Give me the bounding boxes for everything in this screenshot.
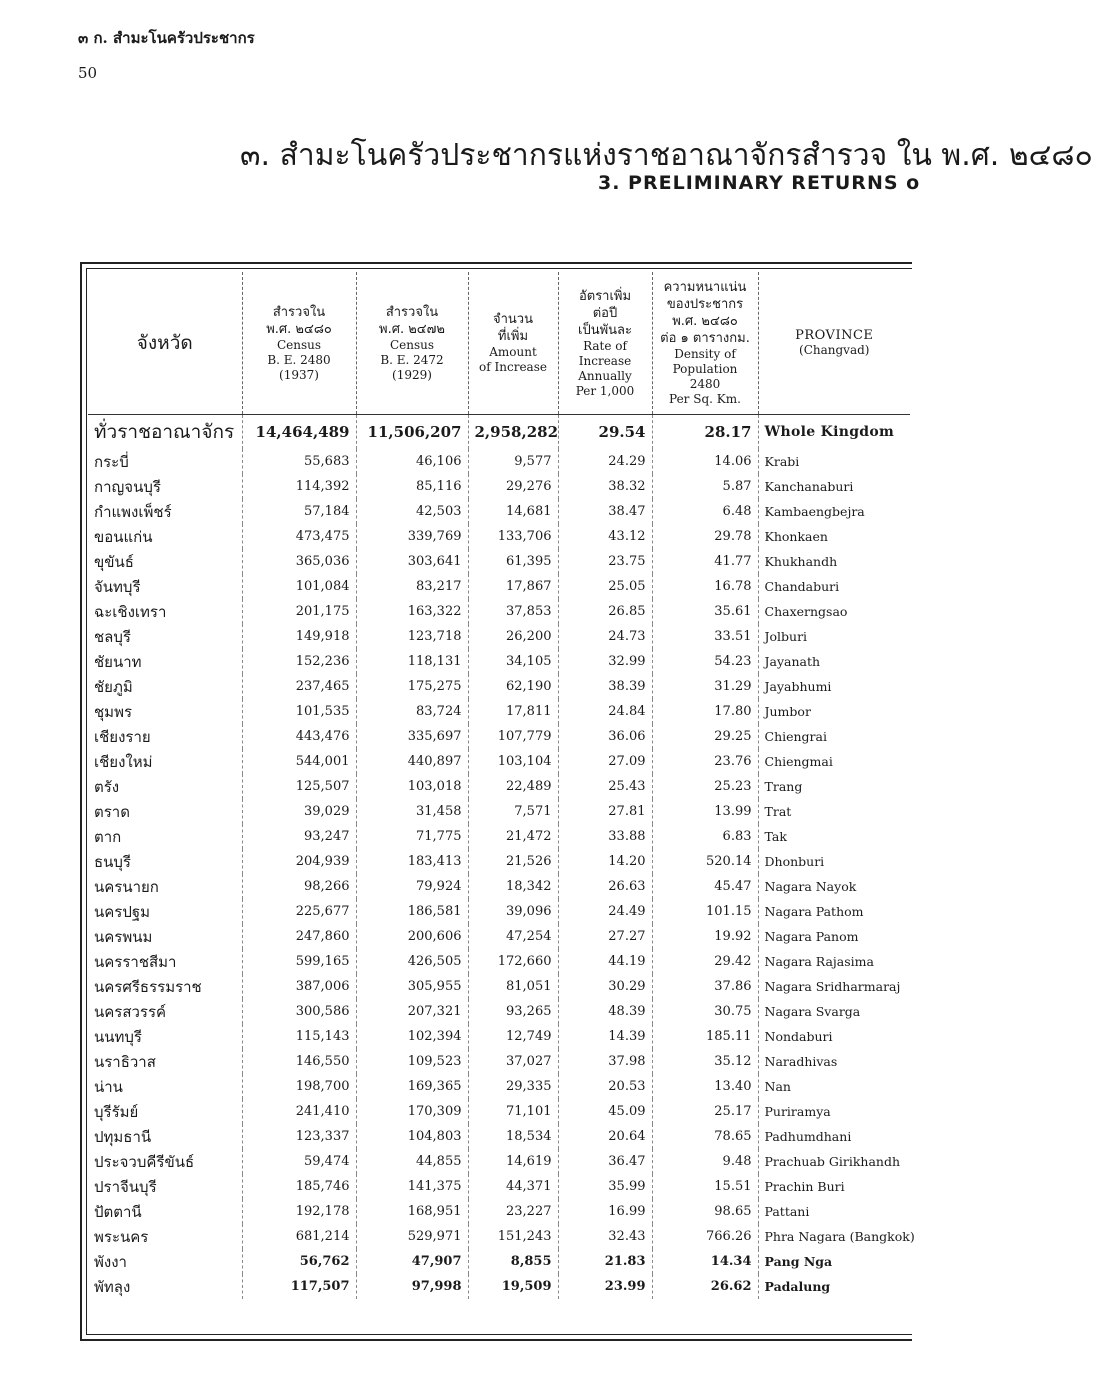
table-row (88, 924, 910, 949)
province-english-cell: Prachuab Girikhandh (758, 1149, 910, 1174)
rate-cell: 32.99 (558, 649, 652, 674)
rate-cell: 14.20 (558, 849, 652, 874)
census-2480-cell: 114,392 (242, 474, 356, 499)
density-cell: 25.23 (652, 774, 758, 799)
table-row (88, 1224, 910, 1249)
census-table (88, 272, 915, 1299)
density-cell: 14.06 (652, 449, 758, 474)
census-2480-cell: 14,464,489 (242, 415, 356, 450)
density-cell: 13.99 (652, 799, 758, 824)
rate-cell: 45.09 (558, 1099, 652, 1124)
province-english-cell: Pattani (758, 1199, 910, 1224)
census-2480-cell: 152,236 (242, 649, 356, 674)
rate-cell: 16.99 (558, 1199, 652, 1224)
province-english-cell: Chiengrai (758, 724, 910, 749)
table-row (88, 1174, 910, 1199)
increase-cell: 103,104 (468, 749, 558, 774)
census-2480-cell: 225,677 (242, 899, 356, 924)
census-2480-cell: 443,476 (242, 724, 356, 749)
rate-cell: 24.73 (558, 624, 652, 649)
province-thai-cell: ขุขันธ์ (94, 552, 134, 571)
census-2472-cell: 104,803 (356, 1124, 468, 1149)
census-2480-cell: 300,586 (242, 999, 356, 1024)
rate-cell: 25.43 (558, 774, 652, 799)
rate-cell: 36.47 (558, 1149, 652, 1174)
province-english-cell: Nagara Sridharmaraj (758, 974, 910, 999)
table-row (88, 1124, 910, 1149)
density-cell: 35.12 (652, 1049, 758, 1074)
province-thai-cell: ธนบุรี (94, 852, 131, 871)
province-thai-cell: ขอนแก่น (94, 527, 153, 546)
rate-cell: 20.53 (558, 1074, 652, 1099)
table-row (88, 1274, 910, 1299)
density-cell: 15.51 (652, 1174, 758, 1199)
census-2472-cell: 335,697 (356, 724, 468, 749)
province-thai-cell: กระบี่ (94, 452, 129, 471)
rate-cell: 26.85 (558, 599, 652, 624)
census-2480-cell: 57,184 (242, 499, 356, 524)
province-thai-cell: ชัยภูมิ (94, 677, 133, 696)
province-thai-cell: ตาก (94, 827, 122, 846)
census-2472-cell: 85,116 (356, 474, 468, 499)
rate-cell: 36.06 (558, 724, 652, 749)
census-2480-cell: 98,266 (242, 874, 356, 899)
census-2480-cell: 599,165 (242, 949, 356, 974)
province-thai-cell: นครนายก (94, 877, 159, 896)
census-2480-cell: 365,036 (242, 549, 356, 574)
increase-cell: 44,371 (468, 1174, 558, 1199)
rate-cell: 33.88 (558, 824, 652, 849)
census-2480-cell: 237,465 (242, 674, 356, 699)
province-thai-cell: ประจวบคีรีขันธ์ (94, 1152, 195, 1171)
rate-cell: 43.12 (558, 524, 652, 549)
increase-cell: 151,243 (468, 1224, 558, 1249)
census-2472-cell: 529,971 (356, 1224, 468, 1249)
census-2480-cell: 387,006 (242, 974, 356, 999)
table-row (88, 1149, 910, 1174)
density-cell: 29.25 (652, 724, 758, 749)
census-2472-cell: 186,581 (356, 899, 468, 924)
census-2480-cell: 59,474 (242, 1149, 356, 1174)
density-cell: 14.34 (652, 1249, 758, 1274)
province-english-cell: Nagara Nayok (758, 874, 910, 899)
density-cell: 766.26 (652, 1224, 758, 1249)
density-cell: 101.15 (652, 899, 758, 924)
table-body (88, 415, 915, 1300)
province-english-cell: Dhonburi (758, 849, 910, 874)
province-english-cell: Jolburi (758, 624, 910, 649)
census-table-frame (80, 262, 915, 1341)
province-english-cell: Jayanath (758, 649, 910, 674)
census-2480-cell: 123,337 (242, 1124, 356, 1149)
table-row (88, 774, 910, 799)
density-cell: 29.42 (652, 949, 758, 974)
province-thai-cell: เชียงใหม่ (94, 752, 153, 771)
table-row (88, 1249, 910, 1274)
table-row (88, 449, 910, 474)
table-row (88, 624, 910, 649)
province-english-cell: Jumbor (758, 699, 910, 724)
table-row (88, 799, 910, 824)
rate-cell: 23.75 (558, 549, 652, 574)
province-thai-cell: นราธิวาส (94, 1052, 156, 1071)
increase-cell: 2,958,282 (468, 415, 558, 450)
density-cell: 41.77 (652, 549, 758, 574)
density-cell: 78.65 (652, 1124, 758, 1149)
census-2472-cell: 168,951 (356, 1199, 468, 1224)
census-2480-cell: 149,918 (242, 624, 356, 649)
increase-cell: 71,101 (468, 1099, 558, 1124)
rate-cell: 24.49 (558, 899, 652, 924)
province-english-cell: Nondaburi (758, 1024, 910, 1049)
province-thai-cell: ชุมพร (94, 702, 133, 721)
increase-cell: 172,660 (468, 949, 558, 974)
table-row (88, 1074, 910, 1099)
rate-cell: 25.05 (558, 574, 652, 599)
density-cell: 45.47 (652, 874, 758, 899)
table-row (88, 974, 910, 999)
density-cell: 33.51 (652, 624, 758, 649)
census-2480-cell: 192,178 (242, 1199, 356, 1224)
province-thai-cell: ฉะเชิงเทรา (94, 602, 167, 621)
province-english-cell: Naradhivas (758, 1049, 910, 1074)
increase-cell: 93,265 (468, 999, 558, 1024)
province-thai-cell: นครศรีธรรมราช (94, 977, 202, 996)
rate-cell: 23.99 (558, 1274, 652, 1299)
census-2480-cell: 544,001 (242, 749, 356, 774)
increase-cell: 62,190 (468, 674, 558, 699)
province-english-cell: Chaxerngsao (758, 599, 910, 624)
increase-cell: 18,342 (468, 874, 558, 899)
census-2480-cell: 185,746 (242, 1174, 356, 1199)
province-english-cell: Nan (758, 1074, 910, 1099)
header-census-2480: สำรวจใน พ.ศ. ๒๔๘๐ Census B. E. 2480 (1937) (242, 272, 356, 415)
table-row (88, 824, 910, 849)
rate-cell: 20.64 (558, 1124, 652, 1149)
density-cell: 6.83 (652, 824, 758, 849)
rate-cell: 32.43 (558, 1224, 652, 1249)
rate-cell: 48.39 (558, 999, 652, 1024)
increase-cell: 12,749 (468, 1024, 558, 1049)
census-2472-cell: 339,769 (356, 524, 468, 549)
density-cell: 25.17 (652, 1099, 758, 1124)
province-thai-cell: เชียงราย (94, 727, 151, 746)
table-row (88, 724, 910, 749)
province-english-cell: Nagara Rajasima (758, 949, 910, 974)
page-title-thai: ๓. สำมะโนครัวประชากรแห่งราชอาณาจักรสำรวจ ใน พ.ศ. ๒๔๘๐ (240, 138, 1093, 173)
census-2480-cell: 681,214 (242, 1224, 356, 1249)
table-row (88, 874, 910, 899)
increase-cell: 34,105 (468, 649, 558, 674)
increase-cell: 29,335 (468, 1074, 558, 1099)
table-row (88, 749, 910, 774)
census-2472-cell: 44,855 (356, 1149, 468, 1174)
rate-cell: 24.84 (558, 699, 652, 724)
increase-cell: 37,027 (468, 1049, 558, 1074)
province-thai-cell: นครราชสีมา (94, 952, 177, 971)
density-cell: 98.65 (652, 1199, 758, 1224)
province-english-cell: Nagara Svarga (758, 999, 910, 1024)
increase-cell: 26,200 (468, 624, 558, 649)
census-2472-cell: 118,131 (356, 649, 468, 674)
rate-cell: 26.63 (558, 874, 652, 899)
rate-cell: 38.47 (558, 499, 652, 524)
density-cell: 6.48 (652, 499, 758, 524)
province-english-cell: Trang (758, 774, 910, 799)
census-2472-cell: 440,897 (356, 749, 468, 774)
increase-cell: 7,571 (468, 799, 558, 824)
increase-cell: 133,706 (468, 524, 558, 549)
province-english-cell: Whole Kingdom (758, 415, 910, 450)
census-2480-cell: 101,084 (242, 574, 356, 599)
census-2480-cell: 101,535 (242, 699, 356, 724)
province-thai-cell: นครสวรรค์ (94, 1002, 167, 1021)
province-english-cell: Padalung (758, 1274, 910, 1299)
rate-cell: 14.39 (558, 1024, 652, 1049)
province-english-cell: Jayabhumi (758, 674, 910, 699)
census-2480-cell: 125,507 (242, 774, 356, 799)
increase-cell: 17,811 (468, 699, 558, 724)
density-cell: 30.75 (652, 999, 758, 1024)
density-cell: 19.92 (652, 924, 758, 949)
province-thai-cell: จันทบุรี (94, 577, 141, 596)
census-2472-cell: 47,907 (356, 1249, 468, 1274)
census-2472-cell: 305,955 (356, 974, 468, 999)
rate-cell: 27.09 (558, 749, 652, 774)
province-thai-cell: นครปฐม (94, 902, 151, 921)
province-thai-cell: พระนคร (94, 1227, 149, 1246)
province-english-cell: Trat (758, 799, 910, 824)
page-number: 50 (78, 64, 98, 82)
running-head: ๓ ก. สำมะโนครัวประชากร (78, 29, 255, 47)
census-2472-cell: 83,724 (356, 699, 468, 724)
header-census-2472: สำรวจใน พ.ศ. ๒๔๗๒ Census B. E. 2472 (1929) (356, 272, 468, 415)
rate-cell: 38.39 (558, 674, 652, 699)
province-english-cell: Pang Nga (758, 1249, 910, 1274)
density-cell: 26.62 (652, 1274, 758, 1299)
province-thai-cell: ตรัง (94, 777, 120, 796)
increase-cell: 107,779 (468, 724, 558, 749)
density-cell: 9.48 (652, 1149, 758, 1174)
province-thai-cell: ชลบุรี (94, 627, 131, 646)
province-english-cell: Chiengmai (758, 749, 910, 774)
province-english-cell: Tak (758, 824, 910, 849)
province-thai-cell: ปทุมธานี (94, 1127, 152, 1146)
province-thai-cell: ตราด (94, 802, 130, 821)
province-thai-cell: ปัตตานี (94, 1202, 142, 1221)
table-row (88, 1049, 910, 1074)
census-2472-cell: 11,506,207 (356, 415, 468, 450)
province-thai-cell: นนทบุรี (94, 1027, 142, 1046)
density-cell: 54.23 (652, 649, 758, 674)
density-cell: 29.78 (652, 524, 758, 549)
table-header (88, 272, 910, 415)
province-english-cell: Padhumdhani (758, 1124, 910, 1149)
province-english-cell: Phra Nagara (Bangkok) (758, 1224, 910, 1249)
table-row-total (88, 415, 910, 450)
census-2472-cell: 79,924 (356, 874, 468, 899)
census-2480-cell: 204,939 (242, 849, 356, 874)
census-2472-cell: 109,523 (356, 1049, 468, 1074)
census-2480-cell: 198,700 (242, 1074, 356, 1099)
census-2472-cell: 170,309 (356, 1099, 468, 1124)
header-amount-of-increase: จำนวน ที่เพิ่ม Amount of Increase (468, 272, 558, 415)
census-2472-cell: 42,503 (356, 499, 468, 524)
census-2472-cell: 141,375 (356, 1174, 468, 1199)
province-thai-cell: นครพนม (94, 927, 153, 946)
table-row (88, 599, 910, 624)
province-thai-cell: ปราจีนบุรี (94, 1177, 157, 1196)
province-english-cell: Prachin Buri (758, 1174, 910, 1199)
census-2480-cell: 241,410 (242, 1099, 356, 1124)
census-2472-cell: 163,322 (356, 599, 468, 624)
density-cell: 35.61 (652, 599, 758, 624)
increase-cell: 17,867 (468, 574, 558, 599)
header-rate-of-increase: อัตราเพิ่ม ต่อปี เป็นพันละ Rate of Increase Annually Per 1,000 (558, 272, 652, 415)
census-2472-cell: 71,775 (356, 824, 468, 849)
increase-cell: 19,509 (468, 1274, 558, 1299)
census-2472-cell: 207,321 (356, 999, 468, 1024)
province-thai-cell: น่าน (94, 1077, 123, 1096)
province-thai-cell: กาญจนบุรี (94, 477, 161, 496)
rate-cell: 21.83 (558, 1249, 652, 1274)
province-english-cell: Chandaburi (758, 574, 910, 599)
rate-cell: 27.81 (558, 799, 652, 824)
census-2480-cell: 93,247 (242, 824, 356, 849)
rate-cell: 35.99 (558, 1174, 652, 1199)
header-province-thai: จังหวัด (88, 272, 242, 415)
table-row (88, 524, 910, 549)
increase-cell: 61,395 (468, 549, 558, 574)
census-2472-cell: 183,413 (356, 849, 468, 874)
table-row (88, 474, 910, 499)
census-2480-cell: 201,175 (242, 599, 356, 624)
census-2472-cell: 31,458 (356, 799, 468, 824)
table-row (88, 899, 910, 924)
province-thai-cell: ชัยนาท (94, 652, 142, 671)
density-cell: 17.80 (652, 699, 758, 724)
census-2472-cell: 169,365 (356, 1074, 468, 1099)
density-cell: 5.87 (652, 474, 758, 499)
census-2472-cell: 123,718 (356, 624, 468, 649)
increase-cell: 81,051 (468, 974, 558, 999)
province-english-cell: Krabi (758, 449, 910, 474)
density-cell: 16.78 (652, 574, 758, 599)
page-title-english: 3. PRELIMINARY RETURNS o (598, 172, 921, 194)
province-thai-cell: พังงา (94, 1252, 127, 1271)
table-row (88, 999, 910, 1024)
density-cell: 13.40 (652, 1074, 758, 1099)
rate-cell: 29.54 (558, 415, 652, 450)
header-province-english: PROVINCE (Changvad) (758, 272, 910, 415)
density-cell: 37.86 (652, 974, 758, 999)
table-row (88, 849, 910, 874)
census-2472-cell: 303,641 (356, 549, 468, 574)
table-row (88, 1024, 910, 1049)
province-english-cell: Nagara Pathom (758, 899, 910, 924)
province-english-cell: Khukhandh (758, 549, 910, 574)
rate-cell: 24.29 (558, 449, 652, 474)
table-row (88, 499, 910, 524)
table-row (88, 674, 910, 699)
rate-cell: 27.27 (558, 924, 652, 949)
rate-cell: 38.32 (558, 474, 652, 499)
increase-cell: 14,619 (468, 1149, 558, 1174)
census-2480-cell: 247,860 (242, 924, 356, 949)
census-2472-cell: 97,998 (356, 1274, 468, 1299)
census-2472-cell: 46,106 (356, 449, 468, 474)
province-thai-cell: ทั่วราชอาณาจักร (94, 421, 235, 443)
increase-cell: 23,227 (468, 1199, 558, 1224)
census-2480-cell: 56,762 (242, 1249, 356, 1274)
density-cell: 28.17 (652, 415, 758, 450)
table-row (88, 649, 910, 674)
header-density: ความหนาแน่น ของประชากร พ.ศ. ๒๔๘๐ ต่อ ๑ ตารางกม. Density of Population 2480 Per Sq. Km. (652, 272, 758, 415)
table-row (88, 949, 910, 974)
increase-cell: 22,489 (468, 774, 558, 799)
increase-cell: 21,526 (468, 849, 558, 874)
census-2480-cell: 146,550 (242, 1049, 356, 1074)
census-2480-cell: 55,683 (242, 449, 356, 474)
density-cell: 31.29 (652, 674, 758, 699)
increase-cell: 29,276 (468, 474, 558, 499)
province-thai-cell: กำแพงเพ็ชร์ (94, 502, 172, 521)
increase-cell: 47,254 (468, 924, 558, 949)
increase-cell: 8,855 (468, 1249, 558, 1274)
province-english-cell: Kambaengbejra (758, 499, 910, 524)
province-english-cell: Khonkaen (758, 524, 910, 549)
census-2480-cell: 473,475 (242, 524, 356, 549)
table-row (88, 1099, 910, 1124)
table-row (88, 549, 910, 574)
density-cell: 520.14 (652, 849, 758, 874)
increase-cell: 39,096 (468, 899, 558, 924)
province-english-cell: Puriramya (758, 1099, 910, 1124)
census-2472-cell: 102,394 (356, 1024, 468, 1049)
province-thai-cell: บุรีรัมย์ (94, 1102, 139, 1121)
rate-cell: 44.19 (558, 949, 652, 974)
increase-cell: 37,853 (468, 599, 558, 624)
table-row (88, 574, 910, 599)
increase-cell: 14,681 (468, 499, 558, 524)
density-cell: 23.76 (652, 749, 758, 774)
increase-cell: 9,577 (468, 449, 558, 474)
increase-cell: 18,534 (468, 1124, 558, 1149)
census-2480-cell: 117,507 (242, 1274, 356, 1299)
census-2480-cell: 115,143 (242, 1024, 356, 1049)
table-row (88, 1199, 910, 1224)
density-cell: 185.11 (652, 1024, 758, 1049)
census-2472-cell: 83,217 (356, 574, 468, 599)
table-row (88, 699, 910, 724)
province-english-cell: Nagara Panom (758, 924, 910, 949)
census-2480-cell: 39,029 (242, 799, 356, 824)
rate-cell: 37.98 (558, 1049, 652, 1074)
census-2472-cell: 426,505 (356, 949, 468, 974)
census-2472-cell: 175,275 (356, 674, 468, 699)
increase-cell: 21,472 (468, 824, 558, 849)
rate-cell: 30.29 (558, 974, 652, 999)
province-thai-cell: พัทลุง (94, 1277, 131, 1296)
province-english-cell: Kanchanaburi (758, 474, 910, 499)
census-2472-cell: 200,606 (356, 924, 468, 949)
census-2472-cell: 103,018 (356, 774, 468, 799)
